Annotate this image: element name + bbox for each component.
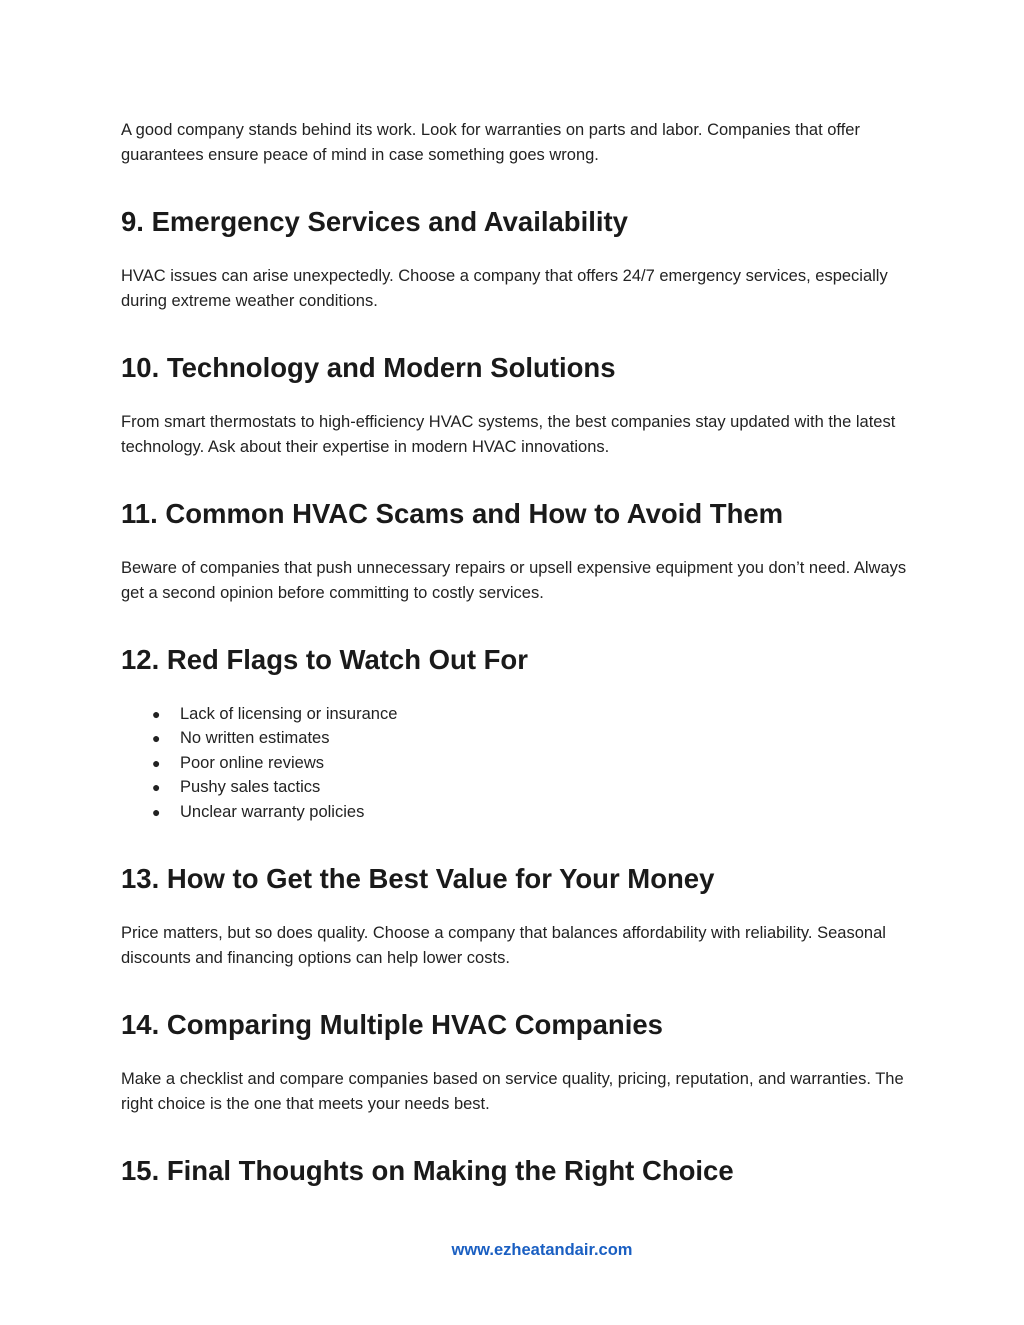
- bullet-icon: ●: [152, 779, 161, 796]
- section-paragraph-14: Make a checklist and compare companies based on service quality, pricing, reputation, and warranties. The right choice is the one that meets your needs best.: [121, 1070, 904, 1113]
- red-flags-list: [121, 702, 911, 824]
- section-heading-13: 13. How to Get the Best Value for Your Money: [121, 863, 715, 895]
- document-body: [121, 118, 911, 1188]
- bullet-icon: ●: [152, 803, 161, 820]
- list-item: ● Poor online reviews: [121, 751, 911, 775]
- bullet-icon: ●: [152, 706, 161, 722]
- list-item: ● Lack of licensing or insurance: [121, 702, 911, 726]
- section-paragraph-13: Price matters, but so does quality. Choose a company that balances affordability with reliability. Seasonal discounts and financing options can help lower costs.: [121, 924, 886, 967]
- section-heading-9: 9. Emergency Services and Availability: [121, 206, 628, 237]
- list-item: ● No written estimates: [121, 726, 911, 750]
- section-heading-12: 12. Red Flags to Watch Out For: [121, 644, 528, 675]
- section-heading-11: 11. Common HVAC Scams and How to Avoid Them: [121, 498, 784, 529]
- section-heading-15: 15. Final Thoughts on Making the Right Choice: [121, 1155, 734, 1187]
- section-paragraph-9: HVAC issues can arise unexpectedly. Choose a company that offers 24/7 emergency services, especially during extreme weather conditions.: [121, 267, 888, 310]
- section-heading-10: 10. Technology and Modern Solutions: [121, 352, 616, 383]
- section-paragraph-11: Beware of companies that push unnecessary repairs or upsell expensive equipment you don’t need. Always get a second opinion before committing to costly services.: [121, 559, 907, 602]
- list-item: ● Pushy sales tactics: [121, 775, 911, 799]
- section-heading-14: 14. Comparing Multiple HVAC Companies: [121, 1009, 663, 1041]
- section-paragraph-10: From smart thermostats to high-efficiency HVAC systems, the best companies stay updated with the latest technology. Ask about their expertise in modern HVAC innovations.: [121, 413, 896, 456]
- list-item: ● Unclear warranty policies: [121, 800, 911, 824]
- bullet-icon: ●: [152, 754, 161, 771]
- intro-paragraph: A good company stands behind its work. Look for warranties on parts and labor. Companies that offer guarantees ensure peace of mind in case something goes wrong.: [121, 121, 860, 164]
- bullet-icon: ●: [152, 730, 161, 747]
- footer-website-link[interactable]: www.ezheatandair.com: [451, 1241, 633, 1259]
